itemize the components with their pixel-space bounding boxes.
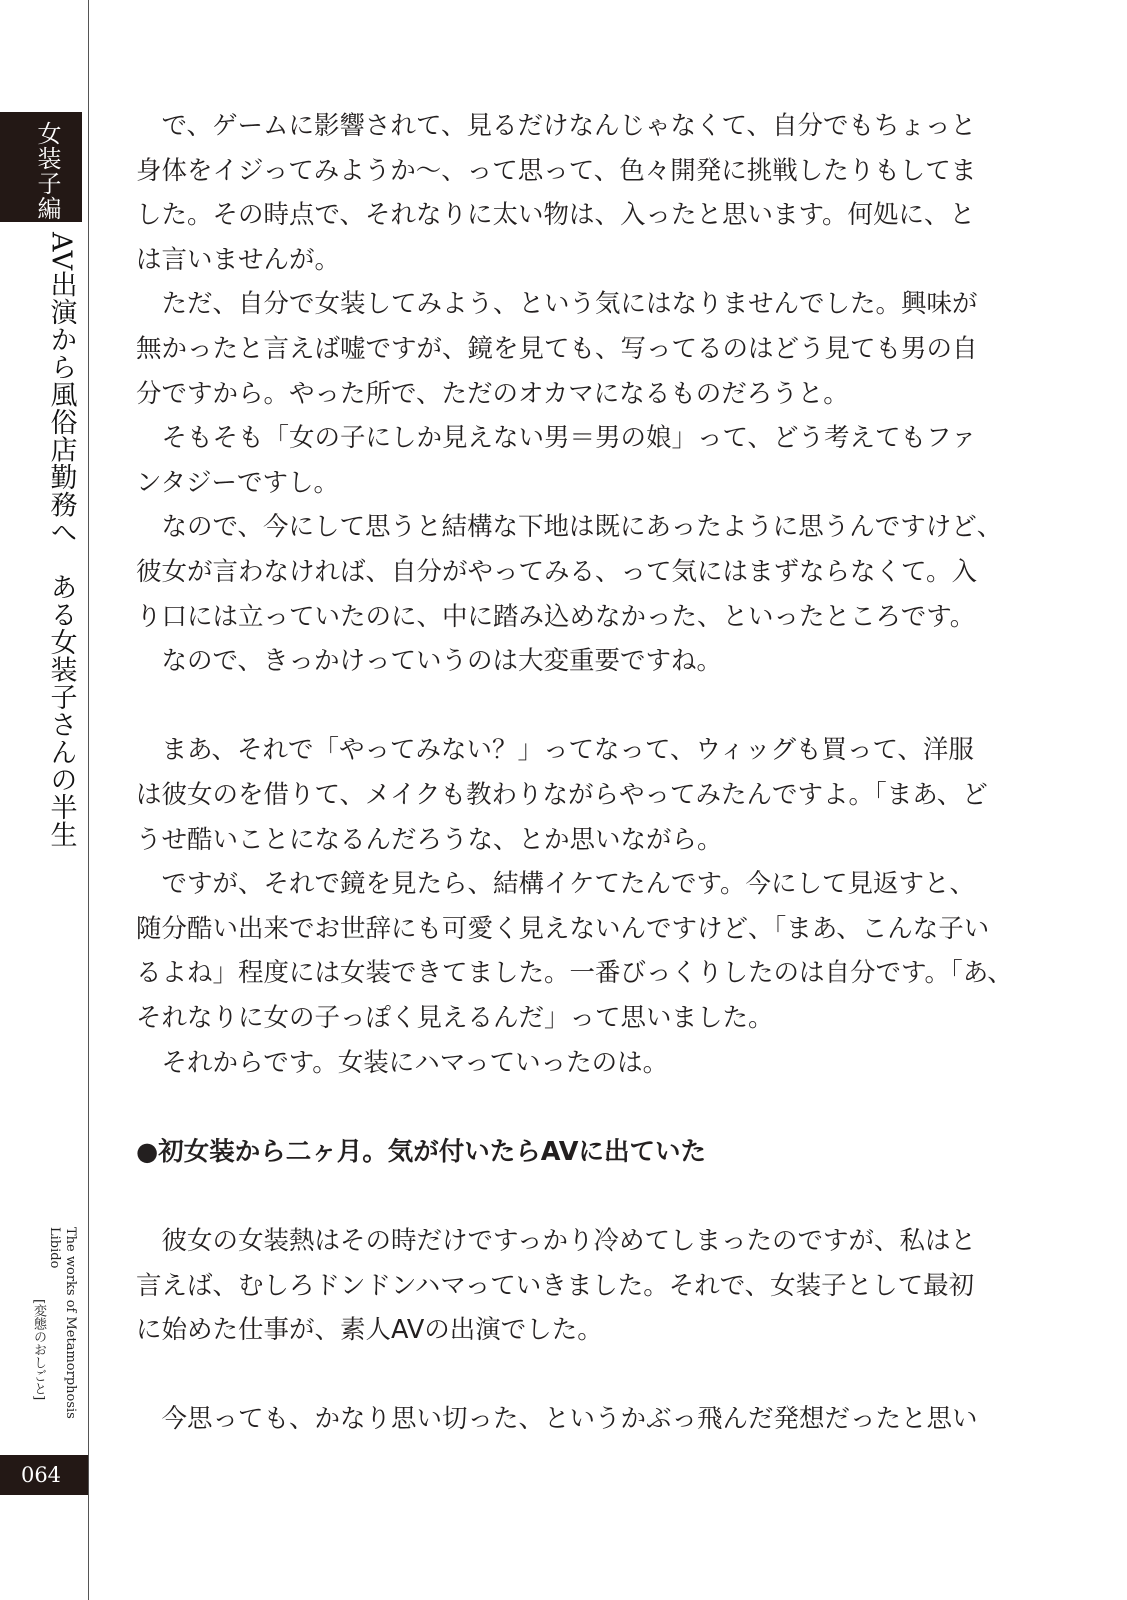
- text-line: 分ですから。やった所で、ただのオカマになるものだろうと。: [136, 378, 849, 409]
- text-line: ですが、それで鏡を見たら、結構イケてたんです。今にして見返すと、: [136, 869, 975, 900]
- text-line: 言えば、むしろドンドンハマっていきました。それで、女装子として最初: [136, 1270, 975, 1301]
- text-line: り口には立っていたのに、中に踏み込めなかった、といったところです。: [136, 601, 976, 632]
- text-line: 無かったと言えば嘘ですが、鏡を見ても、写ってるのはどう見ても男の自: [136, 334, 978, 364]
- text-line: で、ゲームに影響されて、見るだけなんじゃなくて、自分でもちょっと: [136, 111, 976, 141]
- text-line: は言いませんが。: [136, 244, 341, 275]
- text-line: 身体をイジってみようか〜、って思って、色々開発に挑戦したりもしてま: [136, 155, 977, 186]
- series-subtitle: [変態のおしごと]: [31, 1299, 46, 1401]
- page-number: 064: [20, 1463, 62, 1487]
- text-line: は彼女のを借りて、メイクも教わりながらやってみたんですよ。「まあ、ど: [136, 780, 988, 810]
- text-line: ただ、自分で女装してみよう、という気にはなりませんでした。興味が: [136, 289, 978, 320]
- text-line: うせ酷いことになるんだろうな、とか思いながら。: [136, 824, 723, 855]
- text-line: した。その時点で、それなりに太い物は、入ったと思います。何処に、と: [136, 200, 975, 231]
- text-line: なので、きっかけっていうのは大変重要ですね。: [136, 646, 722, 677]
- margin-rule: [88, 0, 89, 1600]
- text-line: 彼女の女装熱はその時だけですっかり冷めてしまったのですが、私はと: [136, 1226, 976, 1256]
- text-line: それからです。女装にハマっていったのは。: [136, 1047, 669, 1078]
- section-label: 女装子編: [33, 121, 61, 221]
- text-line: なので、今にして思うと結構な下地は既にあったように思うんですけど、: [136, 512, 1003, 543]
- text-line: に始めた仕事が、素人AVの出演でした。: [136, 1315, 603, 1346]
- series-title-block: [30, 1227, 78, 1447]
- text-line: それなりに女の子っぽく見えるんだ」って思いました。: [136, 1003, 774, 1033]
- text-line: ンタジーですし。: [136, 467, 339, 498]
- section-heading: ●初女装から二ヶ月。気が付いたらAVに出ていた: [136, 1136, 706, 1167]
- text-line: まあ、それで「やってみない？」ってなって、ウィッグも買って、洋服: [136, 735, 974, 766]
- text-line: 今思っても、かなり思い切った、というかぶっ飛んだ発想だったと思い: [136, 1404, 978, 1435]
- series-title: The works of Metamorphosis Libido: [47, 1227, 78, 1419]
- chapter-title: AV出演から風俗店勤務へ ある女装子さんの半生: [45, 232, 77, 849]
- text-line: 随分酷い出来でお世辞にも可愛く見えないんですけど、「まあ、こんな子い: [136, 913, 990, 944]
- text-line: そもそも「女の子にしか見えない男＝男の娘」って、どう考えてもファ: [136, 423, 977, 454]
- text-line: るよね」程度には女装できてました。一番びっくりしたのは自分です。「あ、: [136, 958, 1013, 989]
- text-line: 彼女が言わなければ、自分がやってみる、って気にはまずならなくて。入: [136, 557, 977, 587]
